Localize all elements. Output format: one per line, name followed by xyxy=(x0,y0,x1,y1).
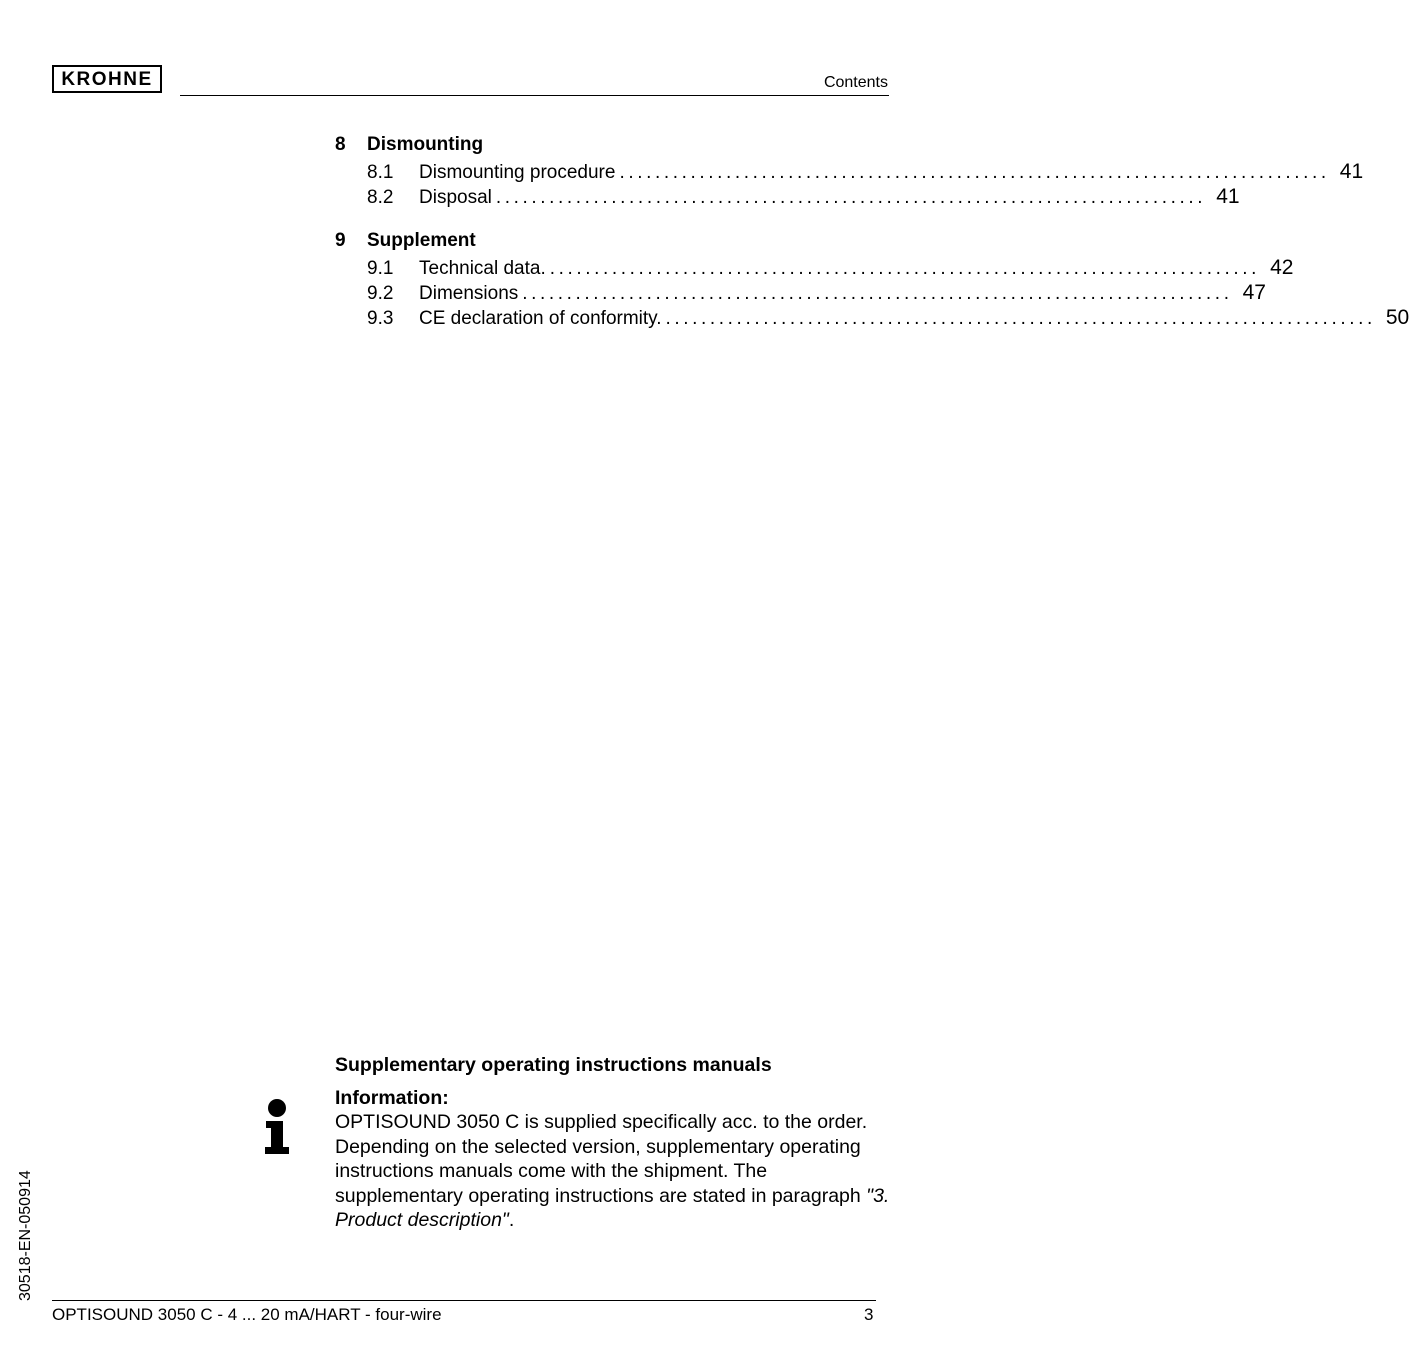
toc-dot-leader: ................................................................................ xyxy=(495,187,1207,208)
information-label: Information: xyxy=(335,1086,449,1109)
toc-section-title: Dismounting xyxy=(367,134,484,155)
toc-entry-title: Dimensions xyxy=(419,283,519,304)
toc-entry-number: 9.3 xyxy=(367,308,394,329)
toc-dot-leader: ................................................................................ xyxy=(665,308,1376,329)
toc-entry-number: 8.1 xyxy=(367,162,394,183)
supplementary-heading: Supplementary operating instructions manuals xyxy=(335,1054,772,1076)
toc-section-number: 8 xyxy=(335,134,346,155)
toc-entry-title: CE declaration of conformity. xyxy=(419,308,662,329)
document-code: 30518-EN-050914 xyxy=(17,1170,34,1301)
toc-entry-title: Disposal xyxy=(419,187,492,208)
toc-entry-number: 9.2 xyxy=(367,283,394,304)
toc-entry[interactable] xyxy=(367,306,1409,331)
header-divider xyxy=(180,95,889,96)
toc-entry-number: 9.1 xyxy=(367,258,394,279)
info-icon xyxy=(262,1097,292,1155)
toc-section-heading xyxy=(335,226,889,256)
toc-entry-page: 42 xyxy=(1270,256,1294,279)
toc-section xyxy=(335,130,1364,210)
toc-section-title: Supplement xyxy=(367,230,476,251)
krohne-logo: KROHNE xyxy=(52,65,162,93)
toc-entry-number: 8.2 xyxy=(367,187,394,208)
toc-dot-leader: ................................................................................ xyxy=(549,258,1261,279)
toc-entry-title: Dismounting procedure xyxy=(419,162,616,183)
toc-dot-leader: ................................................................................ xyxy=(619,162,1330,183)
information-trailing: . xyxy=(508,1209,515,1231)
information-body xyxy=(335,1110,895,1233)
toc-section-number: 9 xyxy=(335,230,346,251)
supplementary-notice xyxy=(335,1053,895,1233)
toc-entry[interactable] xyxy=(367,256,1294,281)
toc-entry-title: Technical data. xyxy=(419,258,546,279)
toc-section xyxy=(335,226,1409,331)
footer-page-number: 3 xyxy=(864,1305,874,1324)
information-text: OPTISOUND 3050 C is supplied specifically acc. to the order. Depending on the selected version, supplementary operating instructions manuals come with the shipment. The supplementary operating instructions are stated in paragraph xyxy=(335,1111,868,1207)
paragraph-reference: "3. Product description" xyxy=(335,1184,890,1231)
toc-entry[interactable] xyxy=(367,281,1266,306)
toc-entry-page: 41 xyxy=(1216,185,1240,208)
toc-entry-page: 41 xyxy=(1339,160,1364,183)
table-of-contents xyxy=(335,130,1409,347)
toc-section-heading xyxy=(335,130,889,160)
toc-entry-page: 50 xyxy=(1385,306,1409,329)
footer-divider xyxy=(52,1300,876,1301)
toc-entry-page: 47 xyxy=(1242,281,1266,304)
toc-entry[interactable] xyxy=(367,185,1240,210)
header-section-title: Contents xyxy=(823,74,888,91)
toc-dot-leader: ................................................................................ xyxy=(522,283,1233,304)
toc-entry[interactable] xyxy=(367,160,1364,185)
footer-product-line: OPTISOUND 3050 C - 4 ... 20 mA/HART - four-wire xyxy=(52,1305,442,1324)
